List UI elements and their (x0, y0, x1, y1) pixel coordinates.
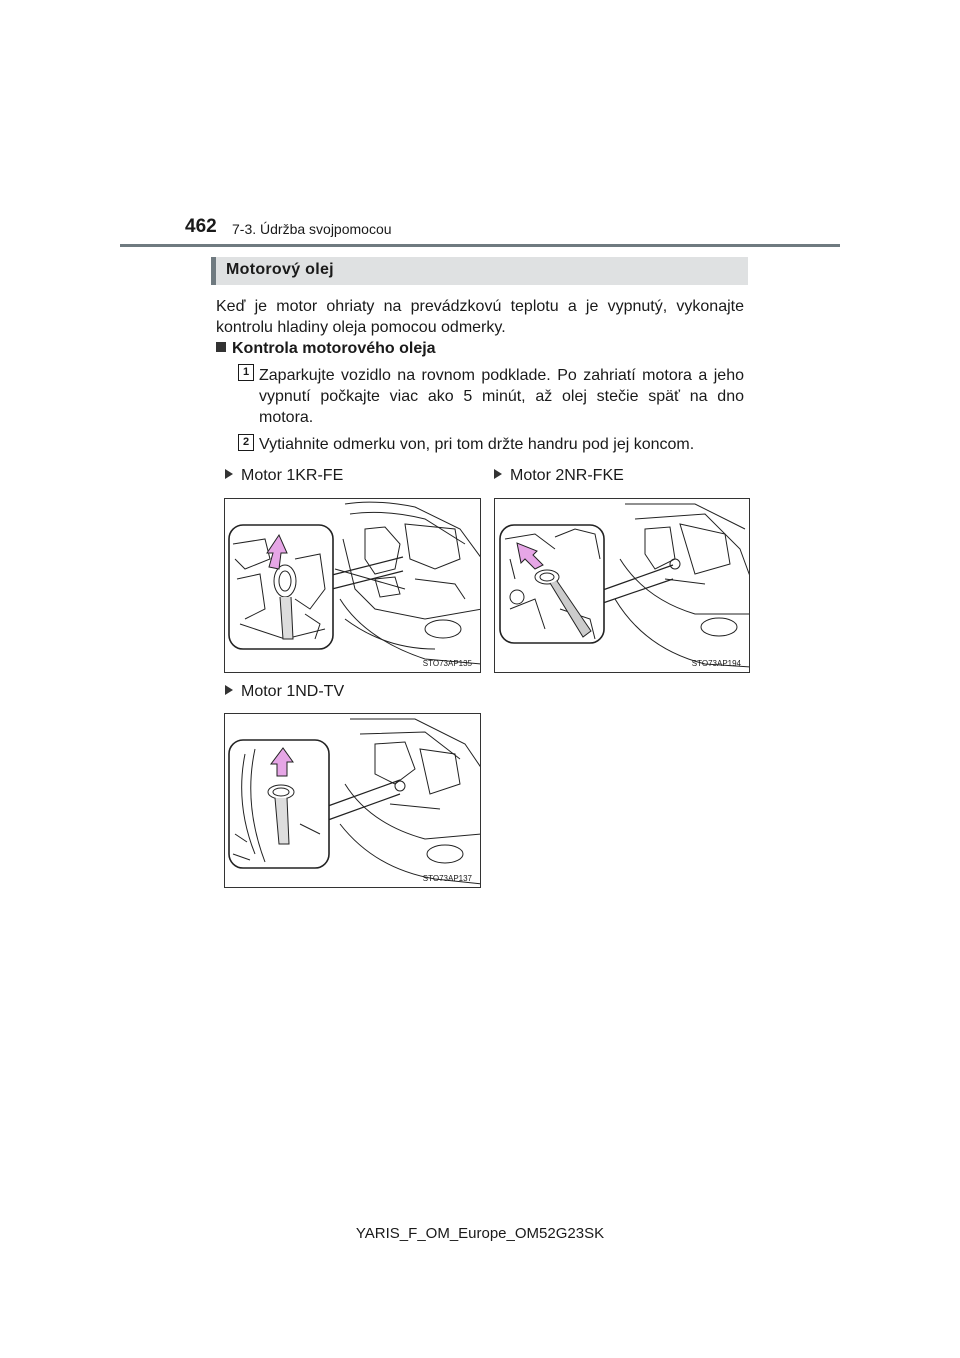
step-number-1: 1 (238, 364, 254, 381)
section-title: Motorový olej (226, 261, 334, 278)
figure-code: STO73AP194 (691, 659, 741, 668)
figure-caption-1nd: Motor 1ND-TV (225, 683, 344, 701)
figure-code: STO73AP137 (422, 874, 472, 883)
step-text-2: Vytiahnite odmerku von, pri tom držte handru pod jej koncom. (259, 436, 695, 453)
subsection-title: Kontrola motorového oleja (232, 340, 436, 357)
page-number: 462 (185, 216, 217, 237)
triangle-bullet-icon (225, 685, 233, 695)
engine-illustration-1kr (225, 499, 481, 673)
section-reference: 7-3. Údržba svojpomocou (232, 221, 392, 237)
section-title-bar (211, 257, 748, 285)
figure-code: STO73AP135 (422, 659, 472, 668)
engine-illustration-1nd (225, 714, 481, 888)
header-rule (120, 244, 840, 247)
figure-1nd-tv (224, 713, 481, 888)
triangle-bullet-icon (225, 469, 233, 479)
engine-illustration-2nr (495, 499, 750, 673)
figure-2nr-fke (494, 498, 750, 673)
page-footer: YARIS_F_OM_Europe_OM52G23SK (355, 1225, 605, 1242)
figure-caption-2nr: Motor 2NR-FKE (494, 467, 624, 485)
intro-paragraph: Keď je motor ohriaty na prevádzkovú teplotu a je vypnutý, vykonajte kontrolu hladiny oleja pomocou odmerky. (216, 298, 744, 336)
triangle-bullet-icon (494, 469, 502, 479)
figure-1kr-fe (224, 498, 481, 673)
step-text-1: Zaparkujte vozidlo na rovnom podklade. Po zahriatí motora a jeho vypnutí počkajte viac ako 5 minút, až olej stečie späť na dno motora. (259, 367, 744, 426)
figure-caption-1kr: Motor 1KR-FE (225, 467, 343, 485)
square-bullet-icon (216, 342, 226, 352)
subsection-heading (216, 340, 436, 358)
step-number-2: 2 (238, 434, 254, 451)
